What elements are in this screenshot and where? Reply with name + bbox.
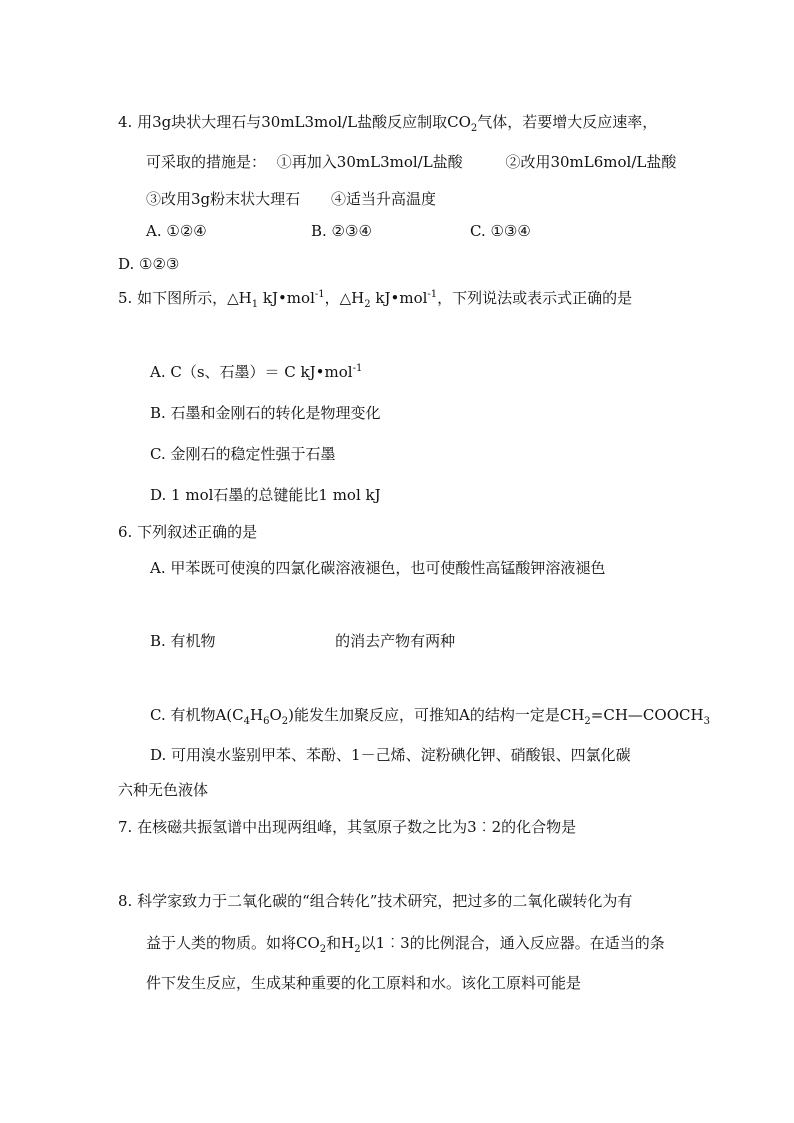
q4-number: 4. [118, 113, 133, 131]
q4-line-1: 4. 用3g块状大理石与30mL3mol/L盐酸反应制取$CO_2$气体，若要增大反应速率， [118, 113, 658, 134]
q8-number: 8. [118, 892, 133, 910]
q6-stem: 6. 下列叙述正确的是 [118, 523, 258, 541]
q7-number: 7. [118, 818, 133, 836]
q4-option-a: A. ①②④ [146, 222, 207, 240]
q8-line-3: 件下发生反应，生成某种重要的化工原料和水。该化工原料可能是 [146, 974, 582, 992]
q6-option-d-line-2: 六种无色液体 [118, 781, 209, 799]
q5-option-a: A. C（s、石墨）＝ C kJ•mol$^{-1}$ [150, 363, 363, 381]
q6-option-d-line-1: D. 可用溴水鉴别甲苯、苯酚、1－己烯、淀粉碘化钾、硝酸银、四氯化碳 [150, 746, 631, 764]
q7-stem: 7. 在核磁共振氢谱中出现两组峰，其氢原子数之比为3︰2的化合物是 [118, 818, 577, 836]
q5-stem: 5. 如下图所示，$\triangle H_1$ kJ•mol$^{-1}$，$\triangle H_2$ kJ•mol$^{-1}$，下列说法或表示式正确的是 [118, 289, 633, 310]
q6-option-a: A. 甲苯既可使溴的四氯化碳溶液褪色，也可使酸性高锰酸钾溶液褪色 [150, 559, 606, 577]
q4-option-c: C. ①③④ [470, 222, 531, 240]
q6-option-b: B. 有机物 的消去产物有两种 [150, 632, 456, 650]
q8-line-1: 8. 科学家致力于二氧化碳的“组合转化”技术研究，把过多的二氧化碳转化为有 [118, 892, 633, 910]
q4-line-2: 可采取的措施是： ①再加入30mL3mol/L盐酸 ②改用30mL6mol/L盐酸 [146, 153, 677, 171]
q5-option-b: B. 石墨和金刚石的转化是物理变化 [150, 404, 381, 422]
q6-option-c: C. 有机物$A(C_4H_6O_2)$能发生加聚反应，可推知A的结构一定是$CH_2=CH—COOCH_3$ [150, 706, 710, 727]
q4-line-3: ③改用3g粉末状大理石 ④适当升高温度 [146, 190, 436, 208]
q8-line-2: 益于人类的物质。如将$CO_2$和$H_2$以1︰3的比例混合，通入反应器。在适当的条 [146, 934, 665, 955]
q4-option-d: D. ①②③ [118, 255, 180, 273]
q5-option-d: D. 1 mol石墨的总键能比1 mol kJ [150, 486, 381, 504]
q4-option-b: B. ②③④ [311, 222, 372, 240]
q6-number: 6. [118, 523, 133, 541]
q5-option-c: C. 金刚石的稳定性强于石墨 [150, 445, 336, 463]
q5-number: 5. [118, 289, 133, 307]
